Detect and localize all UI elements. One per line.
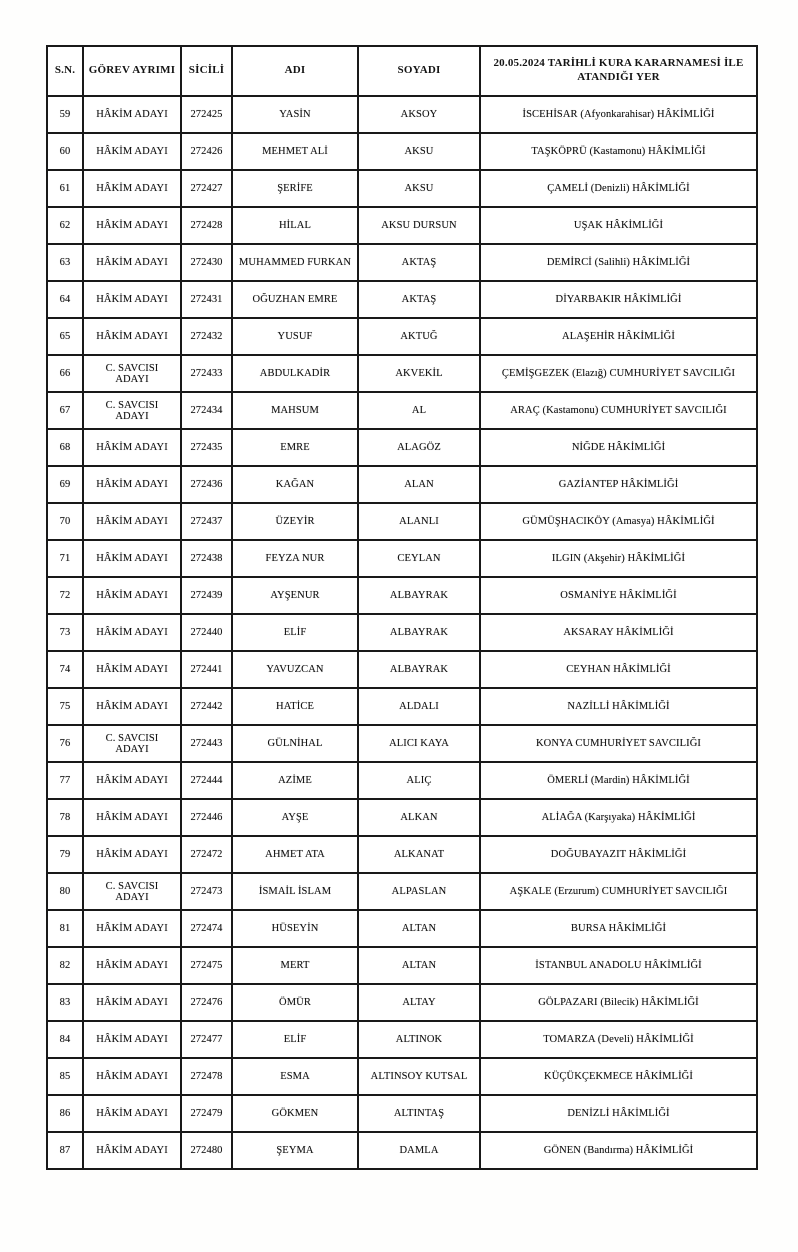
table-row — [47, 688, 757, 725]
cell-gorev-ayrimi: HÂKİM ADAYI — [83, 207, 181, 244]
cell-sicili: 272426 — [181, 133, 232, 170]
cell-sn: 84 — [47, 1021, 83, 1058]
cell-atandigi-yer: UŞAK HÂKİMLİĞİ — [480, 207, 757, 244]
cell-gorev-ayrimi: HÂKİM ADAYI — [83, 614, 181, 651]
cell-adi: ÖMÜR — [232, 984, 358, 1021]
cell-sicili: 272430 — [181, 244, 232, 281]
cell-atandigi-yer: ILGIN (Akşehir) HÂKİMLİĞİ — [480, 540, 757, 577]
cell-gorev-ayrimi: HÂKİM ADAYI — [83, 170, 181, 207]
table-row — [47, 762, 757, 799]
cell-soyadi: DAMLA — [358, 1132, 480, 1169]
cell-adi: İSMAİL İSLAM — [232, 873, 358, 910]
table-body — [47, 96, 757, 1169]
cell-gorev-ayrimi: HÂKİM ADAYI — [83, 651, 181, 688]
table-row — [47, 873, 757, 910]
cell-atandigi-yer: GÖNEN (Bandırma) HÂKİMLİĞİ — [480, 1132, 757, 1169]
cell-adi: YUSUF — [232, 318, 358, 355]
cell-soyadi: ALTAN — [358, 947, 480, 984]
cell-gorev-ayrimi: HÂKİM ADAYI — [83, 318, 181, 355]
cell-soyadi: AKTUĞ — [358, 318, 480, 355]
column-header-sn: S.N. — [47, 46, 83, 96]
table-row — [47, 984, 757, 1021]
table-row — [47, 318, 757, 355]
cell-adi: HATİCE — [232, 688, 358, 725]
column-header-adi: ADI — [232, 46, 358, 96]
cell-atandigi-yer: ALİAĞA (Karşıyaka) HÂKİMLİĞİ — [480, 799, 757, 836]
cell-adi: ELİF — [232, 614, 358, 651]
cell-gorev-ayrimi: C. SAVCISI ADAYI — [83, 392, 181, 429]
cell-sicili: 272443 — [181, 725, 232, 762]
cell-soyadi: ALBAYRAK — [358, 651, 480, 688]
cell-atandigi-yer: ÇAMELİ (Denizli) HÂKİMLİĞİ — [480, 170, 757, 207]
cell-soyadi: AKSU — [358, 170, 480, 207]
table-row — [47, 503, 757, 540]
cell-atandigi-yer: DİYARBAKIR HÂKİMLİĞİ — [480, 281, 757, 318]
cell-gorev-ayrimi: HÂKİM ADAYI — [83, 466, 181, 503]
table-row — [47, 1095, 757, 1132]
cell-sn: 70 — [47, 503, 83, 540]
cell-sicili: 272431 — [181, 281, 232, 318]
cell-gorev-ayrimi: HÂKİM ADAYI — [83, 1021, 181, 1058]
cell-gorev-ayrimi: HÂKİM ADAYI — [83, 1058, 181, 1095]
cell-soyadi: ALTINOK — [358, 1021, 480, 1058]
cell-adi: ÜZEYİR — [232, 503, 358, 540]
cell-sicili: 272444 — [181, 762, 232, 799]
cell-soyadi: ALTAY — [358, 984, 480, 1021]
cell-gorev-ayrimi: HÂKİM ADAYI — [83, 947, 181, 984]
cell-sicili: 272440 — [181, 614, 232, 651]
cell-adi: MEHMET ALİ — [232, 133, 358, 170]
cell-soyadi: ALIÇ — [358, 762, 480, 799]
cell-sicili: 272477 — [181, 1021, 232, 1058]
cell-adi: MUHAMMED FURKAN — [232, 244, 358, 281]
table-row — [47, 207, 757, 244]
cell-adi: MAHSUM — [232, 392, 358, 429]
cell-sicili: 272435 — [181, 429, 232, 466]
table-row — [47, 281, 757, 318]
table-header-row — [47, 46, 757, 96]
table-row — [47, 651, 757, 688]
table-row — [47, 799, 757, 836]
table-row — [47, 466, 757, 503]
cell-sicili: 272479 — [181, 1095, 232, 1132]
cell-gorev-ayrimi: C. SAVCISI ADAYI — [83, 873, 181, 910]
cell-soyadi: ALANLI — [358, 503, 480, 540]
cell-adi: AHMET ATA — [232, 836, 358, 873]
cell-gorev-ayrimi: HÂKİM ADAYI — [83, 540, 181, 577]
cell-soyadi: ALKANAT — [358, 836, 480, 873]
cell-sn: 67 — [47, 392, 83, 429]
cell-sicili: 272475 — [181, 947, 232, 984]
cell-sn: 63 — [47, 244, 83, 281]
cell-atandigi-yer: İSTANBUL ANADOLU HÂKİMLİĞİ — [480, 947, 757, 984]
cell-gorev-ayrimi: HÂKİM ADAYI — [83, 503, 181, 540]
table-row — [47, 355, 757, 392]
table-row — [47, 577, 757, 614]
cell-atandigi-yer: İSCEHİSAR (Afyonkarahisar) HÂKİMLİĞİ — [480, 96, 757, 133]
table-row — [47, 947, 757, 984]
cell-soyadi: ALICI KAYA — [358, 725, 480, 762]
cell-gorev-ayrimi: HÂKİM ADAYI — [83, 281, 181, 318]
cell-soyadi: CEYLAN — [358, 540, 480, 577]
assignment-table — [46, 45, 758, 1170]
cell-sicili: 272473 — [181, 873, 232, 910]
cell-sn: 78 — [47, 799, 83, 836]
cell-soyadi: ALKAN — [358, 799, 480, 836]
cell-sn: 79 — [47, 836, 83, 873]
cell-atandigi-yer: ÇEMİŞGEZEK (Elazığ) CUMHURİYET SAVCILIĞI — [480, 355, 757, 392]
cell-soyadi: AKSU — [358, 133, 480, 170]
cell-sicili: 272437 — [181, 503, 232, 540]
cell-atandigi-yer: NİĞDE HÂKİMLİĞİ — [480, 429, 757, 466]
cell-sn: 61 — [47, 170, 83, 207]
cell-adi: OĞUZHAN EMRE — [232, 281, 358, 318]
cell-sicili: 272439 — [181, 577, 232, 614]
cell-soyadi: ALBAYRAK — [358, 577, 480, 614]
table-row — [47, 392, 757, 429]
cell-soyadi: AKTAŞ — [358, 281, 480, 318]
cell-atandigi-yer: DOĞUBAYAZIT HÂKİMLİĞİ — [480, 836, 757, 873]
cell-adi: FEYZA NUR — [232, 540, 358, 577]
cell-adi: ŞEYMA — [232, 1132, 358, 1169]
cell-adi: KAĞAN — [232, 466, 358, 503]
cell-sicili: 272436 — [181, 466, 232, 503]
cell-soyadi: ALTAN — [358, 910, 480, 947]
cell-soyadi: ALPASLAN — [358, 873, 480, 910]
cell-sn: 68 — [47, 429, 83, 466]
cell-atandigi-yer: AŞKALE (Erzurum) CUMHURİYET SAVCILIĞI — [480, 873, 757, 910]
cell-sicili: 272425 — [181, 96, 232, 133]
cell-atandigi-yer: ÖMERLİ (Mardin) HÂKİMLİĞİ — [480, 762, 757, 799]
cell-soyadi: ALAN — [358, 466, 480, 503]
cell-sicili: 272438 — [181, 540, 232, 577]
cell-sn: 75 — [47, 688, 83, 725]
cell-sn: 82 — [47, 947, 83, 984]
cell-sicili: 272428 — [181, 207, 232, 244]
cell-gorev-ayrimi: HÂKİM ADAYI — [83, 1095, 181, 1132]
cell-adi: AYŞE — [232, 799, 358, 836]
cell-gorev-ayrimi: HÂKİM ADAYI — [83, 910, 181, 947]
column-header-gorev-ayrimi: GÖREV AYRIMI — [83, 46, 181, 96]
cell-atandigi-yer: GÖLPAZARI (Bilecik) HÂKİMLİĞİ — [480, 984, 757, 1021]
cell-sicili: 272478 — [181, 1058, 232, 1095]
cell-sicili: 272433 — [181, 355, 232, 392]
cell-gorev-ayrimi: HÂKİM ADAYI — [83, 96, 181, 133]
cell-adi: GÖKMEN — [232, 1095, 358, 1132]
cell-adi: YASİN — [232, 96, 358, 133]
cell-atandigi-yer: KÜÇÜKÇEKMECE HÂKİMLİĞİ — [480, 1058, 757, 1095]
cell-sn: 71 — [47, 540, 83, 577]
cell-sn: 77 — [47, 762, 83, 799]
cell-sn: 85 — [47, 1058, 83, 1095]
cell-soyadi: AKTAŞ — [358, 244, 480, 281]
cell-adi: HİLAL — [232, 207, 358, 244]
cell-atandigi-yer: TOMARZA (Develi) HÂKİMLİĞİ — [480, 1021, 757, 1058]
cell-sicili: 272427 — [181, 170, 232, 207]
cell-soyadi: AL — [358, 392, 480, 429]
cell-sn: 86 — [47, 1095, 83, 1132]
column-header-soyadi: SOYADI — [358, 46, 480, 96]
table-row — [47, 133, 757, 170]
cell-sn: 65 — [47, 318, 83, 355]
table-row — [47, 96, 757, 133]
cell-sn: 62 — [47, 207, 83, 244]
cell-gorev-ayrimi: HÂKİM ADAYI — [83, 577, 181, 614]
cell-sicili: 272480 — [181, 1132, 232, 1169]
cell-soyadi: ALTINTAŞ — [358, 1095, 480, 1132]
cell-atandigi-yer: GAZİANTEP HÂKİMLİĞİ — [480, 466, 757, 503]
cell-atandigi-yer: CEYHAN HÂKİMLİĞİ — [480, 651, 757, 688]
column-header-atandigi-yer: 20.05.2024 TARİHLİ KURA KARARNAMESİ İLE ATANDIĞI YER — [480, 46, 757, 96]
cell-adi: MERT — [232, 947, 358, 984]
cell-soyadi: AKSOY — [358, 96, 480, 133]
cell-sn: 74 — [47, 651, 83, 688]
table-row — [47, 170, 757, 207]
cell-atandigi-yer: KONYA CUMHURİYET SAVCILIĞI — [480, 725, 757, 762]
cell-soyadi: AKVEKİL — [358, 355, 480, 392]
cell-gorev-ayrimi: C. SAVCISI ADAYI — [83, 355, 181, 392]
table-row — [47, 910, 757, 947]
cell-sn: 83 — [47, 984, 83, 1021]
cell-sicili: 272432 — [181, 318, 232, 355]
cell-sicili: 272434 — [181, 392, 232, 429]
cell-gorev-ayrimi: HÂKİM ADAYI — [83, 799, 181, 836]
cell-sn: 72 — [47, 577, 83, 614]
cell-adi: EMRE — [232, 429, 358, 466]
cell-soyadi: ALAGÖZ — [358, 429, 480, 466]
cell-sicili: 272441 — [181, 651, 232, 688]
cell-gorev-ayrimi: HÂKİM ADAYI — [83, 836, 181, 873]
cell-atandigi-yer: GÜMÜŞHACIKÖY (Amasya) HÂKİMLİĞİ — [480, 503, 757, 540]
cell-sn: 66 — [47, 355, 83, 392]
cell-gorev-ayrimi: HÂKİM ADAYI — [83, 1132, 181, 1169]
cell-atandigi-yer: AKSARAY HÂKİMLİĞİ — [480, 614, 757, 651]
cell-gorev-ayrimi: HÂKİM ADAYI — [83, 429, 181, 466]
table-row — [47, 244, 757, 281]
cell-atandigi-yer: BURSA HÂKİMLİĞİ — [480, 910, 757, 947]
cell-sn: 59 — [47, 96, 83, 133]
cell-soyadi: AKSU DURSUN — [358, 207, 480, 244]
cell-sn: 80 — [47, 873, 83, 910]
cell-sn: 60 — [47, 133, 83, 170]
cell-atandigi-yer: DENİZLİ HÂKİMLİĞİ — [480, 1095, 757, 1132]
cell-soyadi: ALTINSOY KUTSAL — [358, 1058, 480, 1095]
cell-gorev-ayrimi: HÂKİM ADAYI — [83, 133, 181, 170]
cell-adi: ŞERİFE — [232, 170, 358, 207]
table-row — [47, 429, 757, 466]
cell-atandigi-yer: NAZİLLİ HÂKİMLİĞİ — [480, 688, 757, 725]
cell-atandigi-yer: ALAŞEHİR HÂKİMLİĞİ — [480, 318, 757, 355]
table-row — [47, 540, 757, 577]
table-row — [47, 614, 757, 651]
cell-adi: ESMA — [232, 1058, 358, 1095]
cell-gorev-ayrimi: HÂKİM ADAYI — [83, 984, 181, 1021]
table-row — [47, 725, 757, 762]
table-row — [47, 1132, 757, 1169]
cell-sicili: 272476 — [181, 984, 232, 1021]
cell-soyadi: ALBAYRAK — [358, 614, 480, 651]
cell-gorev-ayrimi: HÂKİM ADAYI — [83, 244, 181, 281]
table-row — [47, 1021, 757, 1058]
cell-adi: GÜLNİHAL — [232, 725, 358, 762]
table-row — [47, 1058, 757, 1095]
cell-sicili: 272474 — [181, 910, 232, 947]
cell-sicili: 272442 — [181, 688, 232, 725]
cell-sn: 76 — [47, 725, 83, 762]
cell-atandigi-yer: TAŞKÖPRÜ (Kastamonu) HÂKİMLİĞİ — [480, 133, 757, 170]
cell-adi: HÜSEYİN — [232, 910, 358, 947]
cell-gorev-ayrimi: HÂKİM ADAYI — [83, 762, 181, 799]
cell-atandigi-yer: ARAÇ (Kastamonu) CUMHURİYET SAVCILIĞI — [480, 392, 757, 429]
cell-sicili: 272446 — [181, 799, 232, 836]
cell-sicili: 272472 — [181, 836, 232, 873]
cell-sn: 87 — [47, 1132, 83, 1169]
cell-adi: ABDULKADİR — [232, 355, 358, 392]
column-header-sicili: SİCİLİ — [181, 46, 232, 96]
cell-gorev-ayrimi: C. SAVCISI ADAYI — [83, 725, 181, 762]
cell-gorev-ayrimi: HÂKİM ADAYI — [83, 688, 181, 725]
cell-soyadi: ALDALI — [358, 688, 480, 725]
cell-sn: 81 — [47, 910, 83, 947]
cell-sn: 73 — [47, 614, 83, 651]
cell-adi: AYŞENUR — [232, 577, 358, 614]
cell-sn: 69 — [47, 466, 83, 503]
cell-atandigi-yer: DEMİRCİ (Salihli) HÂKİMLİĞİ — [480, 244, 757, 281]
cell-adi: ELİF — [232, 1021, 358, 1058]
table-row — [47, 836, 757, 873]
cell-adi: YAVUZCAN — [232, 651, 358, 688]
cell-atandigi-yer: OSMANİYE HÂKİMLİĞİ — [480, 577, 757, 614]
cell-sn: 64 — [47, 281, 83, 318]
cell-adi: AZİME — [232, 762, 358, 799]
